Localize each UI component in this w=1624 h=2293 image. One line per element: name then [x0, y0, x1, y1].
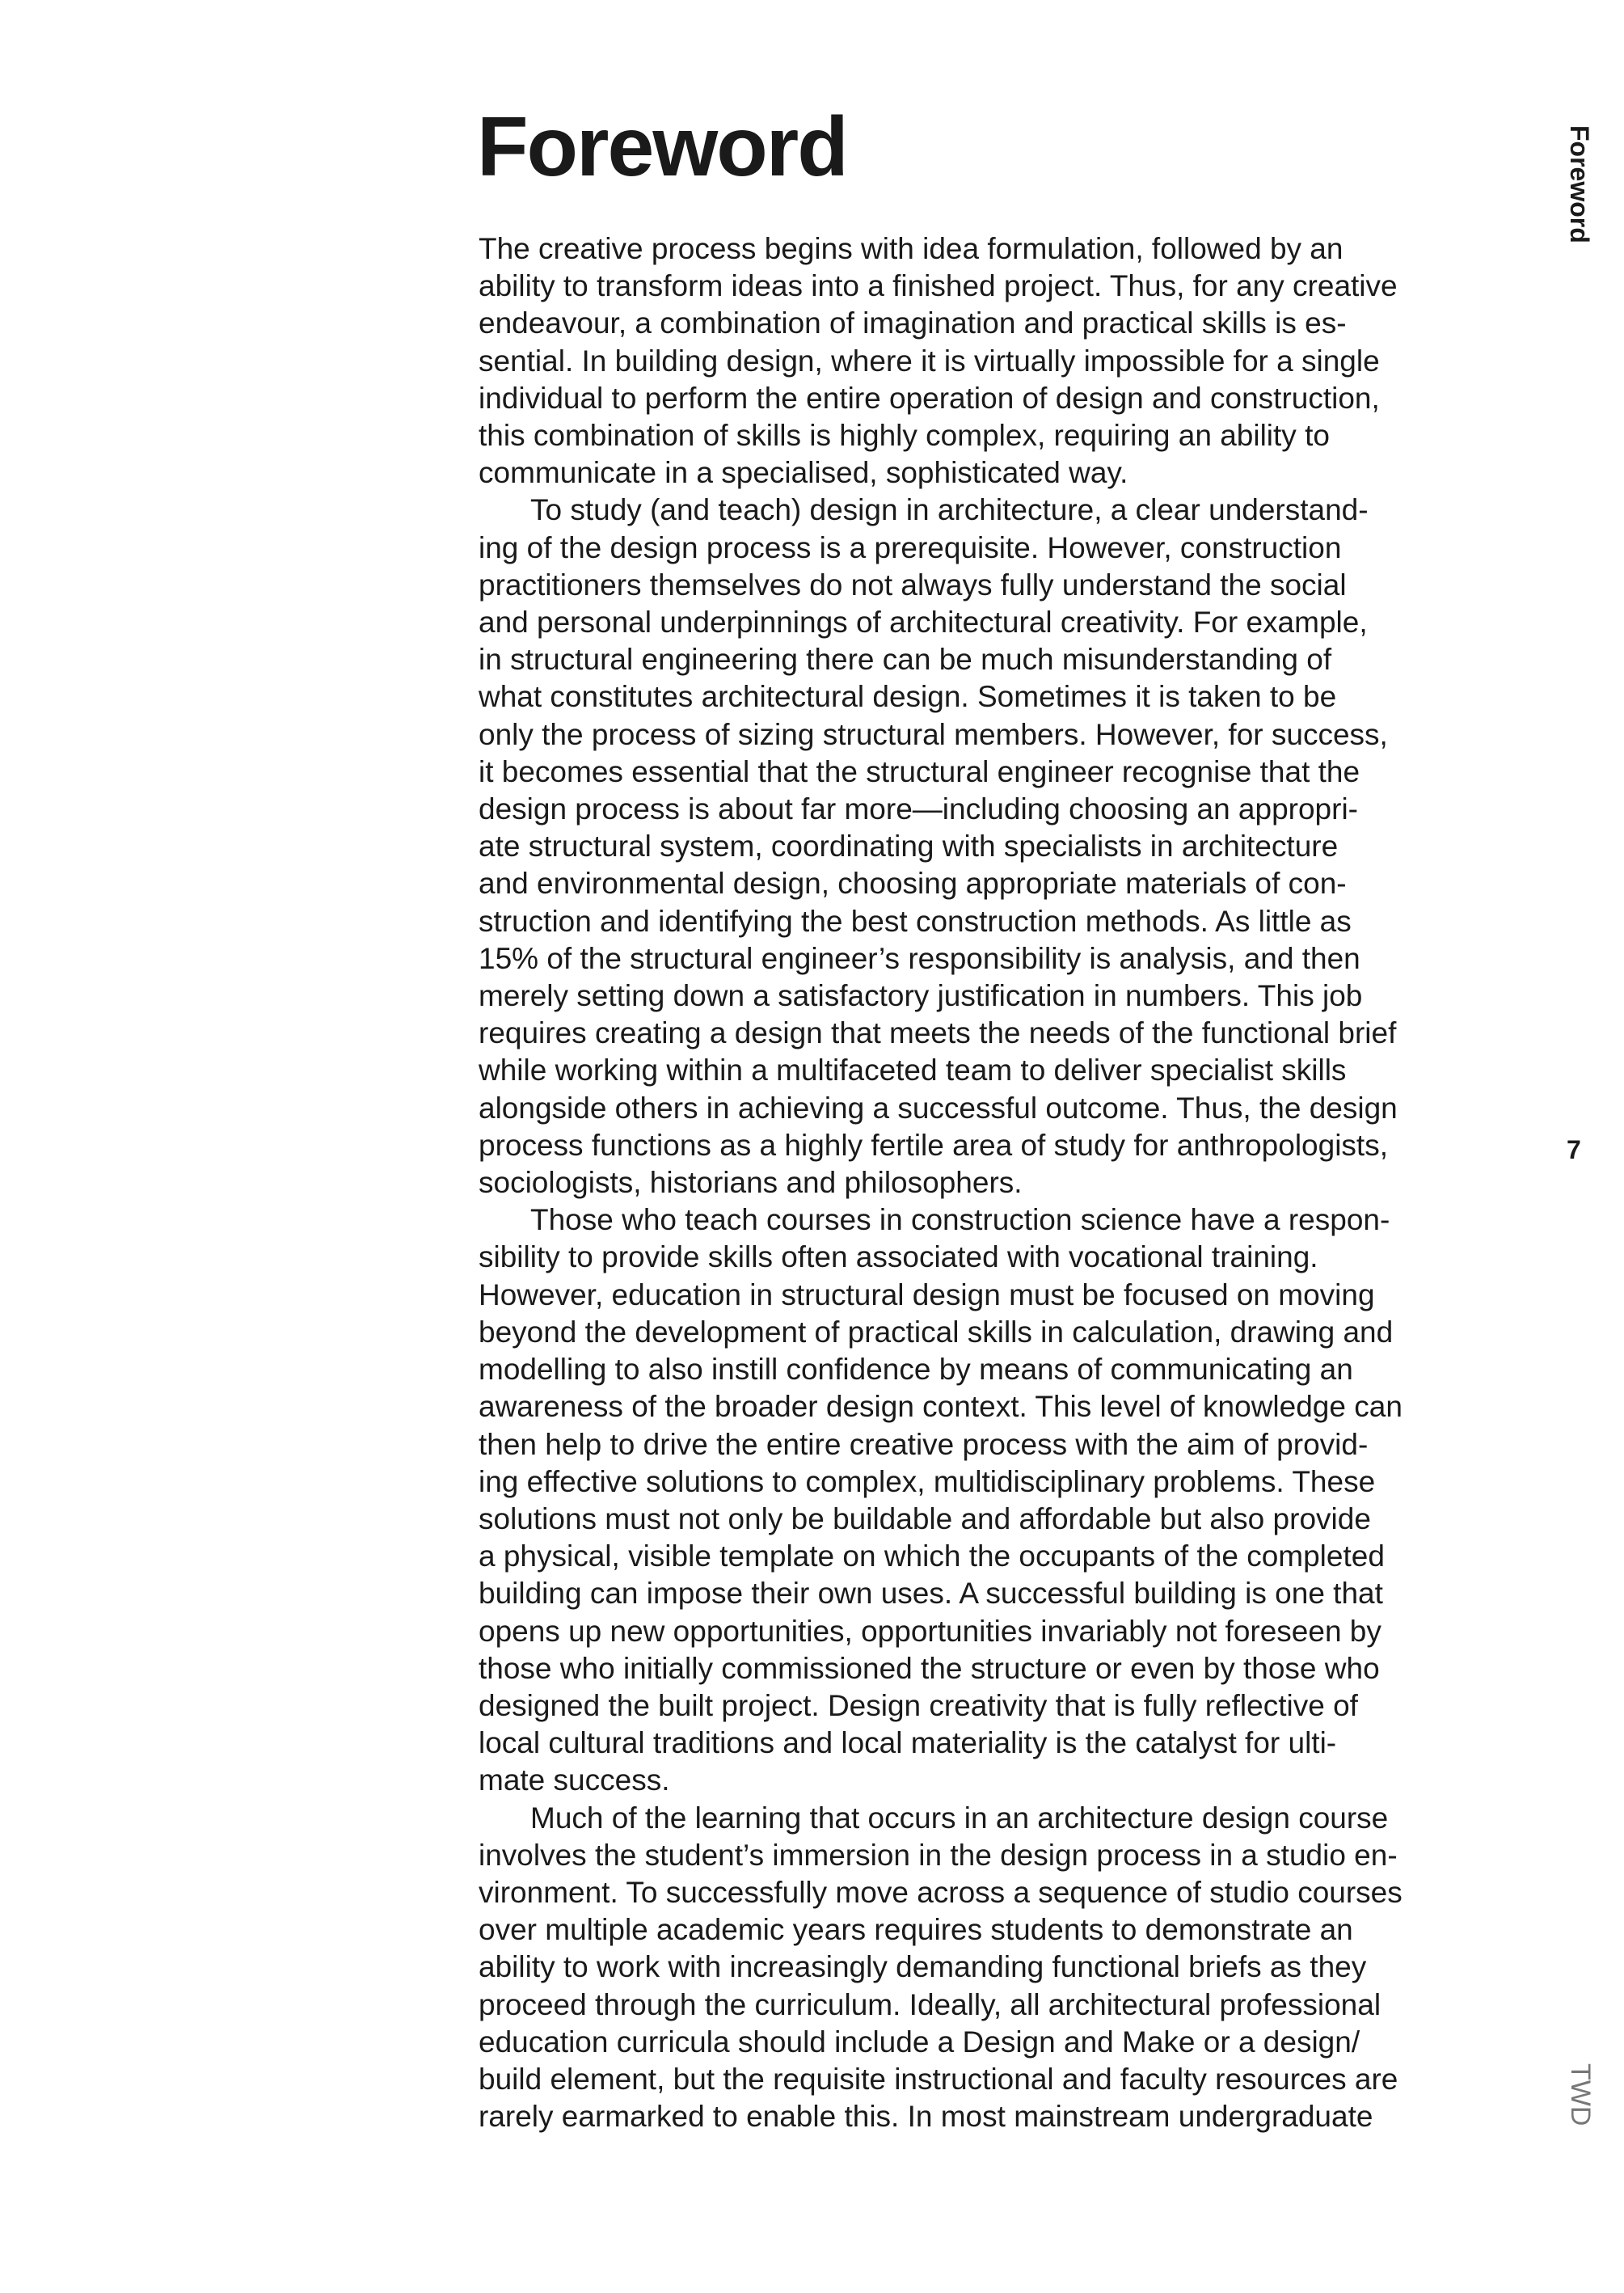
text-line: and environmental design, choosing appropriate materials of con- [479, 867, 1347, 901]
text-line: what constitutes architectural design. Sometimes it is taken to be [479, 680, 1337, 714]
text-line: 15% of the structural engineer’s responsibility is analysis, and then [479, 941, 1360, 975]
text-line: a physical, visible template on which the occupants of the completed [479, 1539, 1385, 1573]
page-number: 7 [1567, 1135, 1581, 1164]
text-line: then help to drive the entire creative process with the aim of provid- [479, 1427, 1369, 1461]
text-line: this combination of skills is highly complex, requiring an ability to [479, 419, 1330, 453]
text-line: while working within a multifaceted team to deliver specialist skills [479, 1054, 1347, 1087]
text-line: proceed through the curriculum. Ideally, all architectural professional [479, 1987, 1381, 2021]
text-line: only the process of sizing structural members. However, for success, [479, 717, 1388, 751]
text-line: sociologists, historians and philosophers. [479, 1166, 1023, 1200]
text-line: To study (and teach) design in architecture, a clear understand- [530, 493, 1369, 527]
text-line: solutions must not only be buildable and affordable but also provide [479, 1501, 1371, 1535]
text-line: and personal underpinnings of architectural creativity. For example, [479, 606, 1368, 640]
text-line: ing of the design process is a prerequisite. However, construction [479, 530, 1342, 564]
text-line: awareness of the broader design context. This level of knowledge can [479, 1390, 1403, 1424]
text-line: in structural engineering there can be much misunderstanding of [479, 643, 1332, 677]
text-line: process functions as a highly fertile area of study for anthropologists, [479, 1128, 1388, 1162]
text-line: ing effective solutions to complex, multidisciplinary problems. These [479, 1464, 1376, 1498]
text-line: rarely earmarked to enable this. In most mainstream undergraduate [479, 2100, 1373, 2134]
text-line: endeavour, a combination of imagination and practical skills is es- [479, 306, 1347, 340]
text-line: involves the student’s immersion in the design process in a studio en- [479, 1838, 1398, 1872]
body-text [479, 230, 1403, 2135]
text-line: requires creating a design that meets the needs of the functional brief [479, 1016, 1397, 1050]
text-line: modelling to also instill confidence by means of communicating an [479, 1353, 1353, 1387]
text-line: communicate in a specialised, sophisticated way. [479, 456, 1128, 490]
brand-mark: TWD [1565, 2063, 1596, 2126]
page-title: Foreword [477, 100, 847, 194]
text-line: beyond the development of practical skills in calculation, drawing and [479, 1315, 1394, 1349]
text-line: ate structural system, coordinating with specialists in architecture [479, 830, 1339, 864]
text-line: Much of the learning that occurs in an architecture design course [530, 1801, 1389, 1835]
text-line: opens up new opportunities, opportunities invariably not foreseen by [479, 1614, 1381, 1648]
running-head: Foreword [1565, 125, 1594, 243]
text-line: struction and identifying the best construction methods. As little as [479, 904, 1352, 938]
text-line: However, education in structural design must be focused on moving [479, 1277, 1375, 1311]
text-line: building can impose their own uses. A successful building is one that [479, 1577, 1383, 1611]
text-line: ability to transform ideas into a finished project. Thus, for any creative [479, 269, 1398, 303]
text-line: sibility to provide skills often associated with vocational training. [479, 1240, 1318, 1274]
text-line: alongside others in achieving a successful outcome. Thus, the design [479, 1091, 1398, 1125]
text-line: vironment. To successfully move across a sequence of studio courses [479, 1875, 1403, 1909]
text-line: The creative process begins with idea formulation, followed by an [479, 232, 1343, 265]
text-line: designed the built project. Design creativity that is fully reflective of [479, 1688, 1358, 1722]
text-line: ability to work with increasingly demanding functional briefs as they [479, 1950, 1367, 1984]
text-line: practitioners themselves do not always fully understand the social [479, 568, 1347, 602]
text-line: those who initially commissioned the structure or even by those who [479, 1651, 1380, 1685]
text-line: mate success. [479, 1763, 670, 1797]
text-line: merely setting down a satisfactory justification in numbers. This job [479, 979, 1363, 1013]
text-line: education curricula should include a Design and Make or a design/ [479, 2025, 1360, 2059]
text-line: build element, but the requisite instructional and faculty resources are [479, 2062, 1398, 2096]
text-line: individual to perform the entire operation of design and construction, [479, 381, 1380, 415]
text-line: over multiple academic years requires students to demonstrate an [479, 1913, 1353, 1947]
text-line: it becomes essential that the structural engineer recognise that the [479, 754, 1360, 788]
text-line: local cultural traditions and local materiality is the catalyst for ulti- [479, 1726, 1337, 1760]
text-line: Those who teach courses in construction science have a respon- [530, 1203, 1390, 1237]
text-line: sential. In building design, where it is virtually impossible for a single [479, 344, 1380, 378]
text-line: design process is about far more—including choosing an appropri- [479, 792, 1358, 826]
